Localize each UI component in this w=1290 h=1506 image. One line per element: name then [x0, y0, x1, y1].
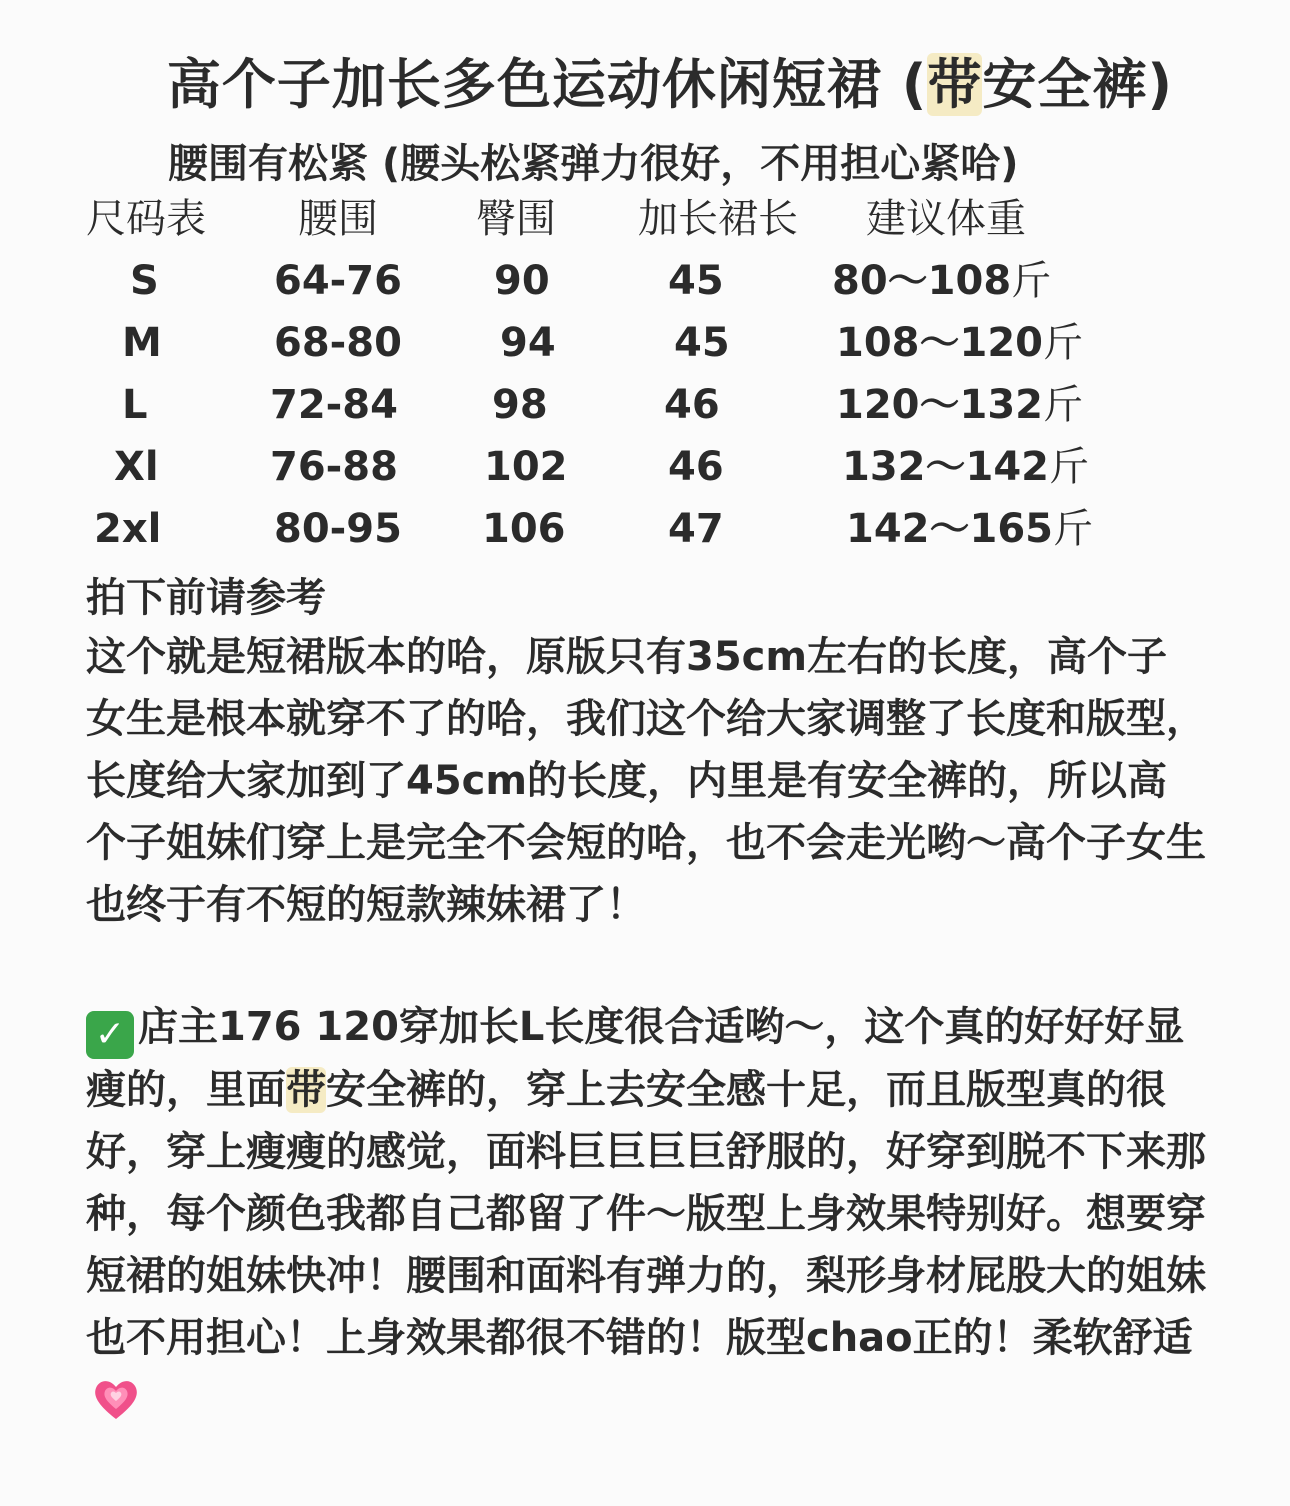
weight-range: 142～165 — [846, 506, 1053, 552]
cell-weight — [836, 376, 1083, 434]
weight-range: 132～142 — [842, 444, 1049, 490]
table-row — [0, 314, 1290, 376]
weight-unit: 斤 — [1043, 320, 1083, 366]
title-before: 高个子加长多色运动休闲短裙 ( — [166, 53, 928, 116]
table-row — [0, 438, 1290, 500]
cell-waist: 80-95 — [274, 506, 402, 552]
description-paragraph: 这个就是短裙版本的哈，原版只有35cm左右的长度，高个子女生是根本就穿不了的哈，我们这个给大家调整了长度和版型，长度给大家加到了45cm的长度，内里是有安全裤的，所以高个子姐妹们穿上是完全不会短的哈，也不会走光哟～高个子女生也终于有不短的短款辣妹裙了！ — [86, 634, 1206, 928]
cell-hip: 102 — [484, 444, 568, 490]
growing-heart-icon — [92, 1377, 140, 1421]
header-waist: 腰围 — [298, 196, 378, 242]
review-highlight: 带 — [286, 1067, 326, 1113]
cell-weight — [836, 314, 1083, 372]
review-text-part2: 安全裤的，穿上去安全感十足，而且版型真的很好，穿上瘦瘦的感觉，面料巨巨巨巨舒服的，好穿到脱不下来那种，每个颜色我都自己都留了件～版型上身效果特别好。想要穿短裙的姐妹快冲！腰围和面料有弹力的，梨形身材屁股大的姐妹也不用担心！上身效果都很不错的！版型chao正的！柔软舒适 — [86, 1067, 1206, 1361]
table-row — [0, 252, 1290, 314]
cell-waist: 76-88 — [270, 444, 398, 490]
header-hip: 臀围 — [476, 196, 556, 242]
cell-hip: 106 — [482, 506, 566, 552]
cell-waist: 72-84 — [270, 382, 398, 428]
table-header-row — [0, 190, 1290, 252]
title-after: 安全裤) — [982, 53, 1174, 116]
waist-elastic-note: 腰围有松紧 (腰头松紧弹力很好，不用担心紧哈) — [168, 141, 1019, 187]
reference-note: 拍下前请参考 — [86, 575, 326, 621]
cell-weight — [846, 500, 1093, 558]
weight-range: 80～108 — [832, 258, 1012, 304]
cell-waist: 68-80 — [274, 320, 402, 366]
review-text-part1: 店主176 120穿加长L长度很合适哟～，这个真的好好好显瘦的，里面 — [86, 1004, 1185, 1113]
cell-size: S — [130, 258, 159, 304]
table-row — [0, 376, 1290, 438]
header-weight: 建议体重 — [866, 196, 1026, 242]
weight-unit: 斤 — [1043, 382, 1083, 428]
page-title — [0, 42, 1290, 119]
cell-weight — [842, 438, 1089, 496]
cell-weight — [832, 252, 1051, 310]
cell-length: 46 — [668, 444, 724, 490]
header-length: 加长裙长 — [638, 196, 798, 242]
check-mark-icon: ✓ — [86, 1011, 134, 1059]
cell-length: 45 — [668, 258, 724, 304]
header-size: 尺码表 — [86, 196, 206, 242]
cell-waist: 64-76 — [274, 258, 402, 304]
owner-review-paragraph — [86, 996, 1206, 1431]
table-row — [0, 500, 1290, 562]
weight-range: 120～132 — [836, 382, 1043, 428]
cell-hip: 94 — [500, 320, 556, 366]
weight-unit: 斤 — [1053, 506, 1093, 552]
cell-size: M — [122, 320, 162, 366]
title-highlight: 带 — [927, 53, 983, 116]
cell-hip: 98 — [492, 382, 548, 428]
cell-size: L — [122, 382, 148, 428]
cell-size: 2xl — [94, 506, 162, 552]
cell-length: 46 — [664, 382, 720, 428]
size-table — [0, 190, 1290, 562]
cell-size: Xl — [114, 444, 159, 490]
weight-range: 108～120 — [836, 320, 1043, 366]
cell-length: 45 — [674, 320, 730, 366]
weight-unit: 斤 — [1049, 444, 1089, 490]
cell-hip: 90 — [494, 258, 550, 304]
weight-unit: 斤 — [1011, 258, 1052, 304]
cell-length: 47 — [668, 506, 724, 552]
